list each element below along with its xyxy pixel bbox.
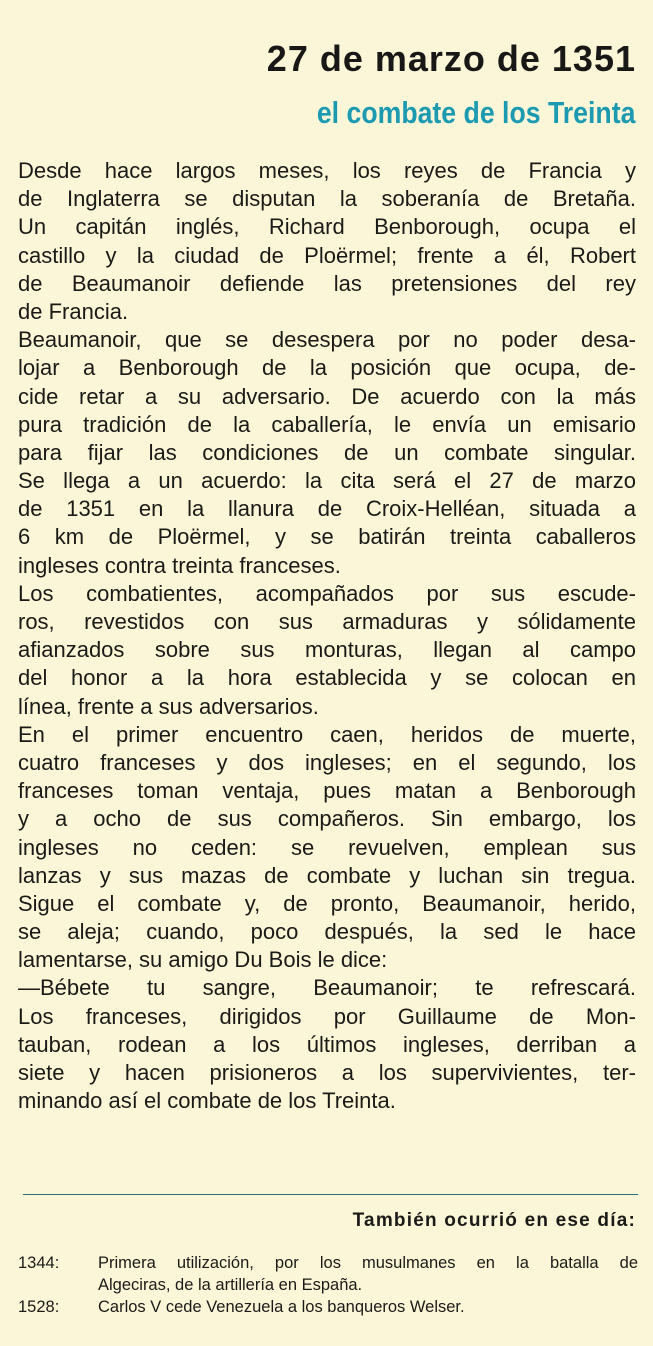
event-text: [98, 1252, 638, 1296]
body-line: de Beaumanoir defiende las pretensiones del rey: [18, 270, 636, 296]
body-line: Los combatientes, acompañados por sus escude-: [18, 580, 636, 606]
body-line: Desde hace largos meses, los reyes de Francia y: [18, 158, 636, 183]
body-line: se aleja; cuando, poco después, la sed le hace: [18, 919, 636, 945]
body-line: En el primer encuentro caen, heridos de muerte,: [18, 721, 636, 747]
body-line: para fijar las condiciones de un combate singular.: [18, 439, 636, 465]
body-line: de 1351 en la llanura de Croix-Helléan, situada a: [18, 496, 636, 522]
body-line: Un capitán inglés, Richard Benborough, ocupa el: [18, 214, 636, 240]
page-title: 27 de marzo de 1351: [266, 38, 636, 79]
body-line: Beaumanoir, que se desespera por no poder desa-: [18, 327, 636, 353]
event-item: [18, 1252, 638, 1296]
body-line: y a ocho de sus compañeros. Sin embargo, los: [18, 806, 636, 832]
page-subtitle: el combate de los Treinta: [316, 95, 635, 130]
body-line: —Bébete tu sangre, Beaumanoir; te refrescará.: [18, 975, 636, 1001]
body-line: tauban, rodean a los últimos ingleses, derriban a: [18, 1031, 636, 1057]
body-line: línea, frente a sus adversarios.: [18, 693, 319, 719]
body-line: ingleses no ceden: se revuelven, emplean sus: [18, 834, 636, 860]
body-line: ingleses contra treinta franceses.: [18, 552, 341, 578]
event-item: [18, 1296, 638, 1318]
body-line: de Inglaterra se disputan la soberanía de Bretaña.: [18, 186, 636, 212]
body-line: cuatro franceses y dos ingleses; en el segundo, los: [18, 749, 636, 775]
body-line: Los franceses, dirigidos por Guillaume de Mon-: [18, 1003, 636, 1029]
article-body: [18, 157, 636, 1115]
event-line: Algeciras, de la artillería en España.: [98, 1276, 363, 1294]
event-text: [98, 1296, 638, 1318]
body-line: castillo y la ciudad de Ploërmel; frente a él, Robert: [18, 242, 636, 268]
body-line: Sigue el combate y, de pronto, Beaumanoir, herido,: [18, 890, 636, 916]
divider: [23, 1194, 638, 1195]
also-heading: También ocurrió en ese día:: [352, 1210, 636, 1231]
body-line: 6 km de Ploërmel, y se batirán treinta caballeros: [18, 524, 636, 550]
body-line: franceses toman ventaja, pues matan a Benborough: [18, 778, 636, 804]
body-line: lamentarse, su amigo Du Bois le dice:: [18, 947, 388, 973]
event-year: 1528:: [18, 1298, 60, 1316]
body-line: cide retar a su adversario. De acuerdo con la más: [18, 383, 636, 409]
events-list: [18, 1252, 638, 1318]
body-line: siete y hacen prisioneros a los supervivientes, ter-: [18, 1060, 636, 1085]
body-line: lojar a Benborough de la posición que ocupa, de-: [18, 355, 636, 381]
body-line: minando así el combate de los Treinta.: [18, 1088, 396, 1114]
body-line: ros, revestidos con sus armaduras y sólidamente: [18, 609, 636, 634]
body-line: lanzas y sus mazas de combate y luchan sin tregua.: [18, 862, 636, 888]
body-line: de Francia.: [18, 298, 129, 324]
event-year: 1344:: [18, 1254, 60, 1272]
body-line: afianzados sobre sus monturas, llegan al campo: [18, 637, 636, 663]
body-line: Se llega a un acuerdo: la cita será el 27 de marzo: [18, 468, 636, 494]
body-line: pura tradición de la caballería, le envía un emisario: [18, 411, 636, 437]
event-line: Carlos V cede Venezuela a los banqueros Welser.: [98, 1298, 465, 1316]
body-line: del honor a la hora establecida y se colocan en: [18, 665, 636, 691]
event-line: Primera utilización, por los musulmanes en la batalla de: [98, 1254, 638, 1272]
